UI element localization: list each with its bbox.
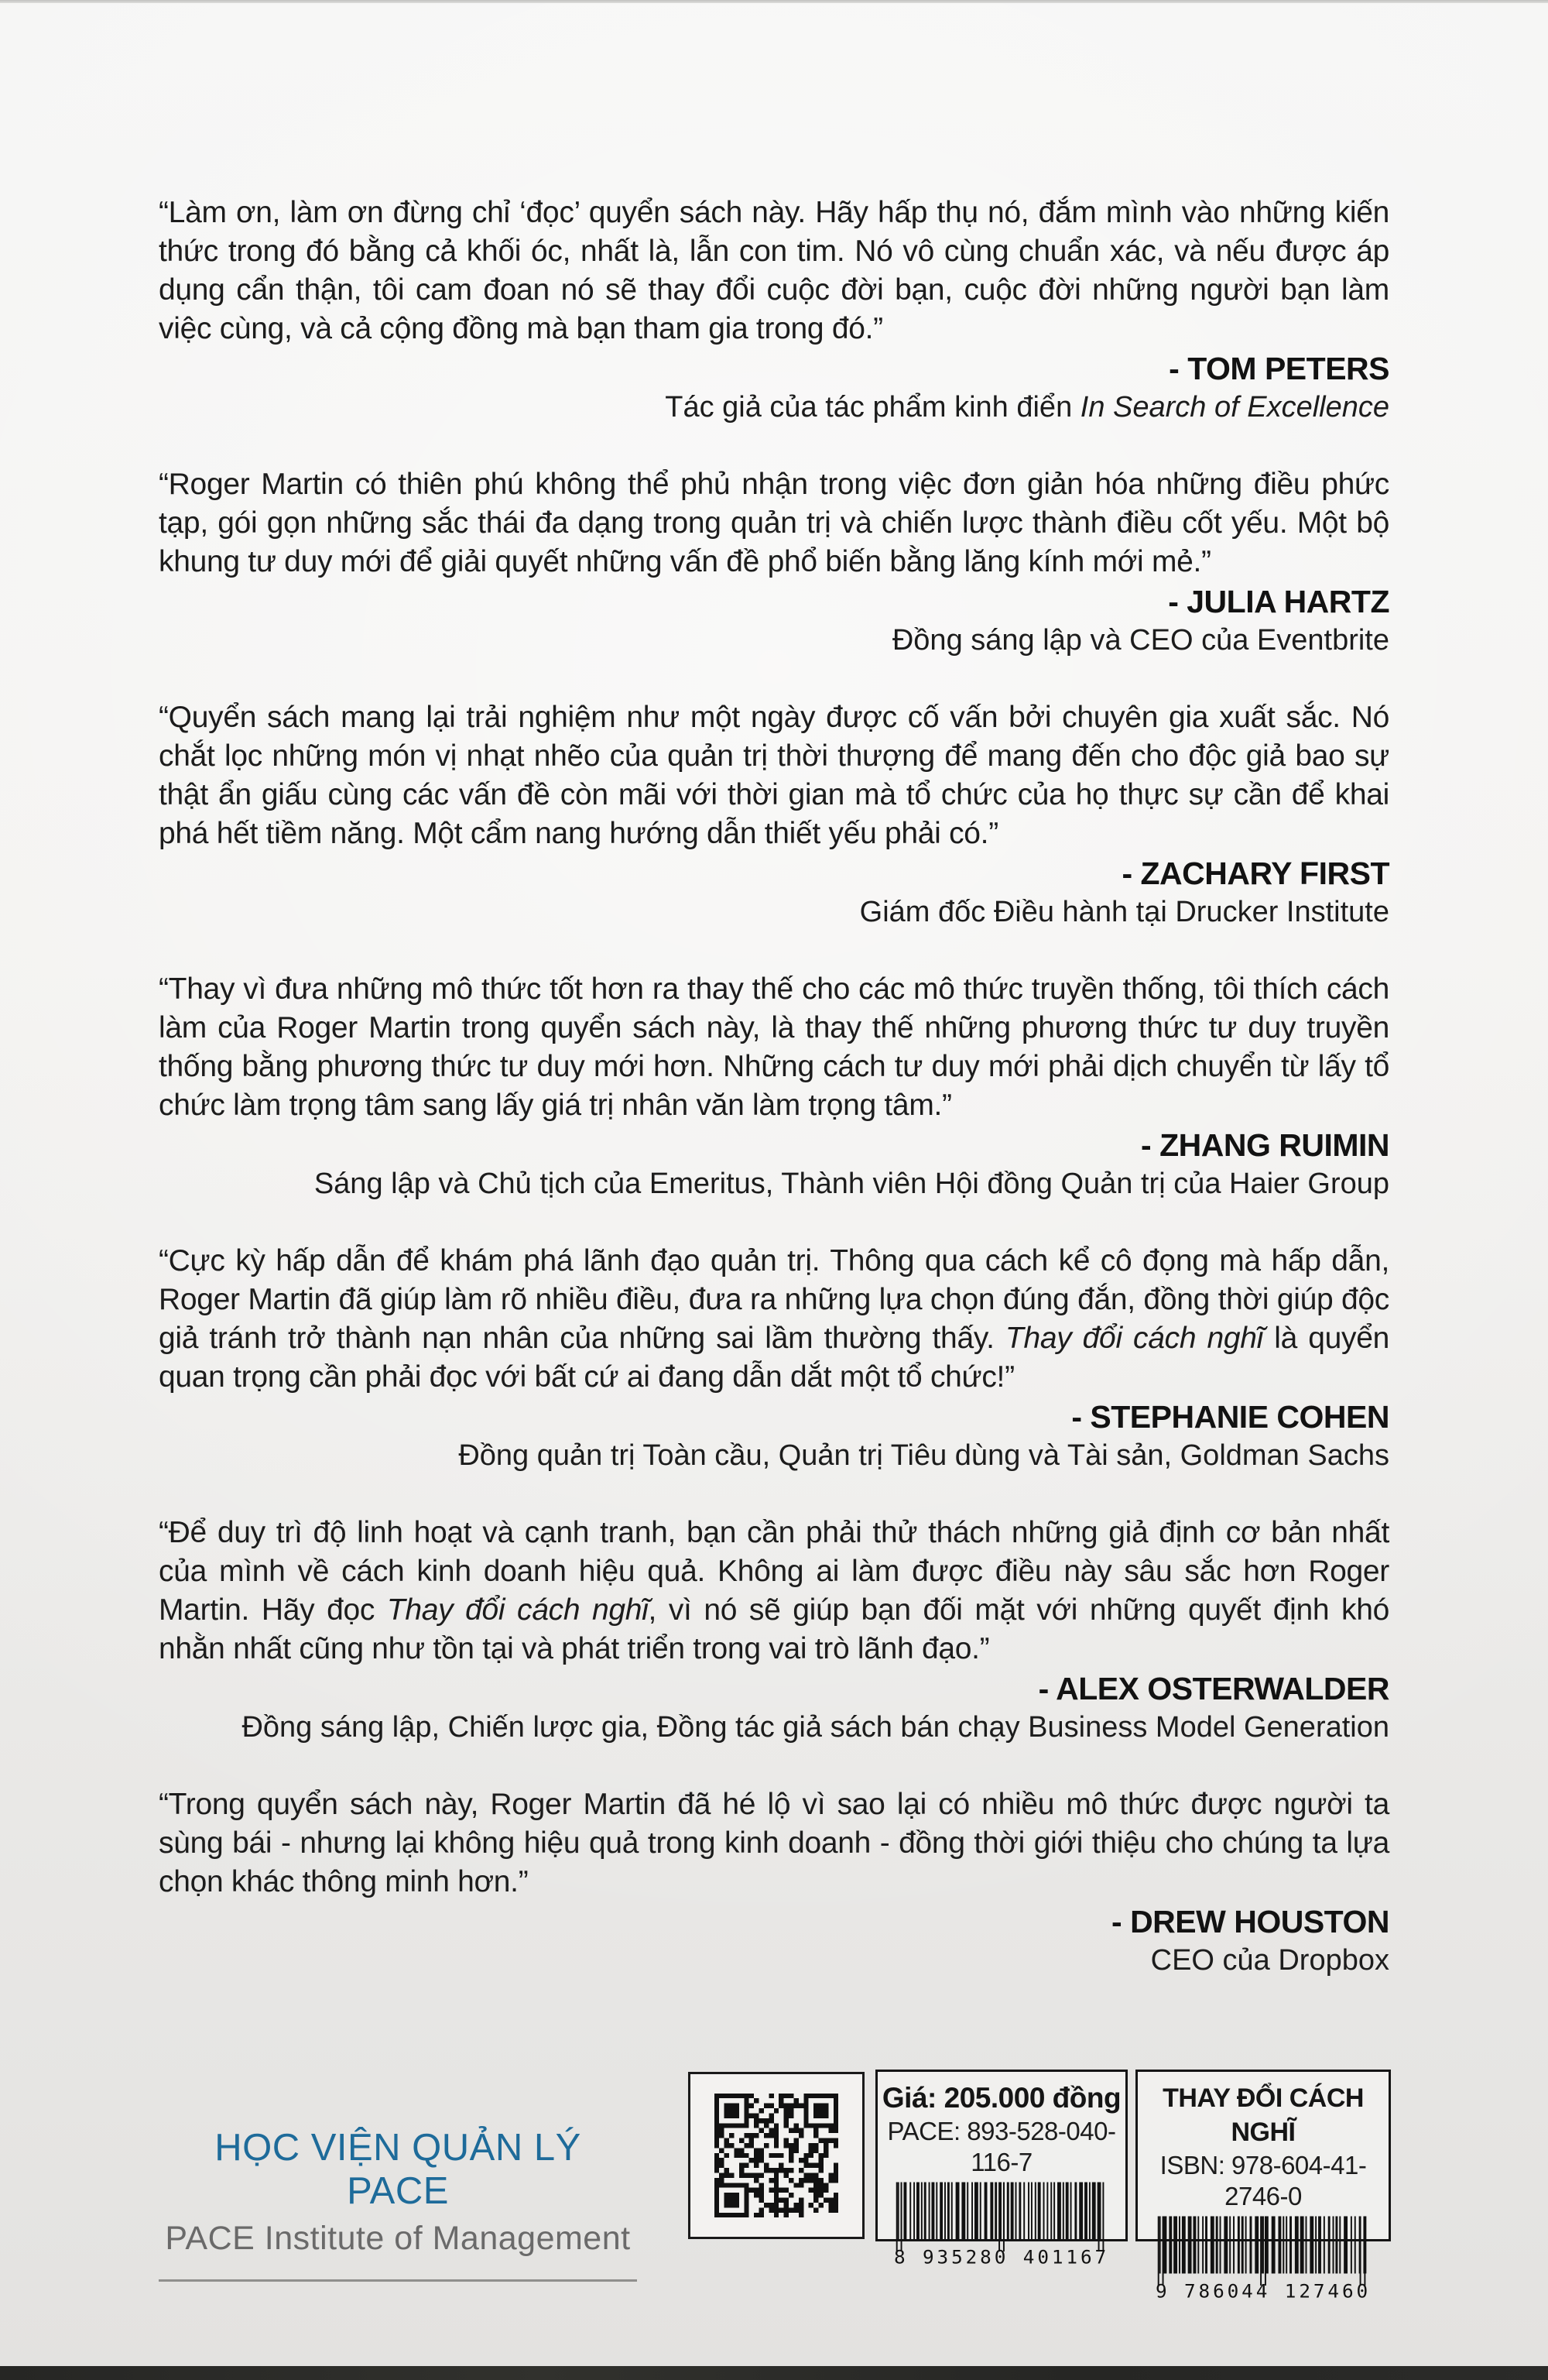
- affiliation-italic: In Search of Excellence: [1080, 391, 1389, 424]
- quote-author-name: - JULIA HARTZ: [1168, 584, 1389, 619]
- page-top-edge: [0, 0, 1548, 3]
- affiliation-segment: CEO của Dropbox: [1150, 1944, 1389, 1977]
- isbn-book-title: THAY ĐỔI CÁCH NGHĨ: [1163, 2083, 1364, 2147]
- quote-author-title: [159, 1436, 1389, 1475]
- quote-author-name: - TOM PETERS: [1169, 351, 1389, 386]
- quote-text-segment: là quyển quan trọng cần phải đọc với bất cứ ai đang dẫn dắt một tổ chức!”: [159, 1322, 1389, 1394]
- affiliation-segment: Đồng sáng lập, Chiến lược gia, Đồng tác giả sách bán chạy Business Model Generation: [241, 1711, 1389, 1744]
- barcode-icon: [1150, 2215, 1376, 2302]
- barcode-icon: [889, 2181, 1115, 2268]
- qr-code-icon: [704, 2083, 848, 2227]
- quote-text: [159, 698, 1389, 853]
- quote-author-title: [159, 1941, 1389, 1980]
- publisher-name-vi: HỌC VIỆN QUẢN LÝ PACE: [214, 2127, 581, 2212]
- testimonials-section: [159, 194, 1389, 2018]
- qr-code-box: [688, 2072, 865, 2239]
- publisher-name-en: PACE Institute of Management: [165, 2220, 631, 2257]
- publisher-block: [159, 2126, 637, 2282]
- quote-text-segment: “Để duy trì độ linh hoạt và cạnh tranh, bạn cần phải thử thách những giả định cơ bản nhất của mình về cách kinh doanh hiệu quả. Không ai làm được điều này sâu sắc hơn Roger Martin. Hãy đọc: [159, 1516, 1389, 1627]
- quote-author-title: [159, 388, 1389, 427]
- quote-text-segment: “Quyển sách mang lại trải nghiệm như một ngày được cố vấn bởi chuyên gia xuất sắc. Nó chắt lọc những món vị nhạt nhẽo của quản trị thời thượng để mang đến cho độc giả bao sự thật ẩn giấu cùng các vấn đề còn mãi với thời gian mà tổ chức của họ thực sự cần để khai phá hết tiềm năng. Một cẩm nang hướng dẫn thiết yếu phải có.”: [159, 701, 1389, 850]
- pace-code: PACE: 893-528-040-116-7: [887, 2117, 1116, 2176]
- quote-text: [159, 1785, 1389, 1902]
- page-bottom-edge: [0, 2366, 1548, 2380]
- quote-author-title: [159, 621, 1389, 660]
- quote-author-name: - ZACHARY FIRST: [1122, 856, 1389, 891]
- price-box: [875, 2070, 1128, 2268]
- quote-text-segment: “Trong quyển sách này, Roger Martin đã hé lộ vì sao lại có nhiều mô thức được người ta sùng bái - nhưng lại không hiệu quả trong kinh doanh - đồng thời giới thiệu cho chúng ta lựa chọn khác thông minh hơn.”: [159, 1788, 1389, 1898]
- quote-author-title: [159, 1708, 1389, 1747]
- quote-author-name: - DREW HOUSTON: [1111, 1904, 1389, 1939]
- quote-text-segment: , vì nó sẽ giúp bạn đối mặt với những quyết định khó nhằn nhất cũng như tồn tại và phát triển trong vai trò lãnh đạo.”: [159, 1593, 1390, 1665]
- quote-author-name: - ALEX OSTERWALDER: [1038, 1671, 1389, 1706]
- barcode-digits: 9 786044 127460: [1155, 2279, 1372, 2302]
- testimonial-quote: [159, 698, 1389, 931]
- quote-text: [159, 970, 1389, 1125]
- quote-text: [159, 1242, 1389, 1397]
- quote-text-italic: Thay đổi cách nghĩ: [1005, 1322, 1263, 1355]
- isbn-box: [1135, 2070, 1391, 2302]
- testimonial-quote: [159, 465, 1389, 660]
- divider-line: [159, 2279, 637, 2282]
- affiliation-segment: Tác giả của tác phẩm kinh điển: [665, 391, 1081, 424]
- quote-author-title: [159, 1164, 1389, 1203]
- isbn-number: ISBN: 978-604-41-2746-0: [1159, 2151, 1367, 2210]
- barcode-digits: 8 935280 401167: [893, 2245, 1110, 2268]
- quote-text-italic: Thay đổi cách nghĩ: [386, 1593, 649, 1627]
- testimonial-quote: [159, 1785, 1389, 1980]
- testimonial-quote: [159, 1514, 1389, 1747]
- affiliation-segment: Đồng quản trị Toàn cầu, Quản trị Tiêu dùng và Tài sản, Goldman Sachs: [458, 1439, 1389, 1472]
- affiliation-segment: Sáng lập và Chủ tịch của Emeritus, Thành viên Hội đồng Quản trị của Haier Group: [313, 1168, 1389, 1200]
- quote-text: [159, 465, 1389, 581]
- quote-text-segment: “Cực kỳ hấp dẫn để khám phá lãnh đạo quản trị. Thông qua cách kể cô đọng mà hấp dẫn, Roger Martin đã giúp làm rõ nhiều điều, đưa ra những lựa chọn đúng đắn, đồng thời giúp độc giả tránh trở thành nạn nhân của những sai lầm thường thấy.: [159, 1244, 1389, 1355]
- quote-text-segment: “Làm ơn, làm ơn đừng chỉ ‘đọc’ quyển sách này. Hãy hấp thụ nó, đắm mình vào những kiến thức trong đó bằng cả khối óc, nhất là, lẫn con tim. Nó vô cùng chuẩn xác, và nếu được áp dụng cẩn thận, tôi cam đoan nó sẽ thay đổi cuộc đời bạn, cuộc đời những người bạn làm việc cùng, và cả cộng đồng mà bạn tham gia trong đó.”: [159, 196, 1389, 345]
- quote-text: [159, 194, 1389, 348]
- testimonial-quote: [159, 1242, 1389, 1475]
- affiliation-segment: Đồng sáng lập và CEO của Eventbrite: [892, 624, 1389, 657]
- testimonial-quote: [159, 194, 1389, 427]
- quote-text: [159, 1514, 1389, 1668]
- quote-text-segment: “Roger Martin có thiên phú không thể phủ nhận trong việc đơn giản hóa những điều phức tạp, gói gọn những sắc thái đa dạng trong quản trị và chiến lược thành điều cốt yếu. Một bộ khung tư duy mới để giải quyết những vấn đề phổ biến bằng lăng kính mới mẻ.”: [159, 468, 1389, 578]
- quote-author-name: - ZHANG RUIMIN: [1141, 1127, 1389, 1163]
- quote-author-name: - STEPHANIE COHEN: [1071, 1399, 1389, 1435]
- price-label: Giá: 205.000 đồng: [882, 2082, 1122, 2114]
- quote-text-segment: “Thay vì đưa những mô thức tốt hơn ra thay thế cho các mô thức truyền thống, tôi thích cách làm của Roger Martin trong quyển sách này, là thay thế những phương thức tư duy truyền thống bằng phương thức tư duy mới hơn. Những cách tư duy mới phải dịch chuyển từ lấy tổ chức làm trọng tâm sang lấy giá trị nhân văn làm trọng tâm.”: [159, 972, 1389, 1122]
- quote-author-title: [159, 893, 1389, 931]
- affiliation-segment: Giám đốc Điều hành tại Drucker Institute: [859, 896, 1389, 928]
- testimonial-quote: [159, 970, 1389, 1203]
